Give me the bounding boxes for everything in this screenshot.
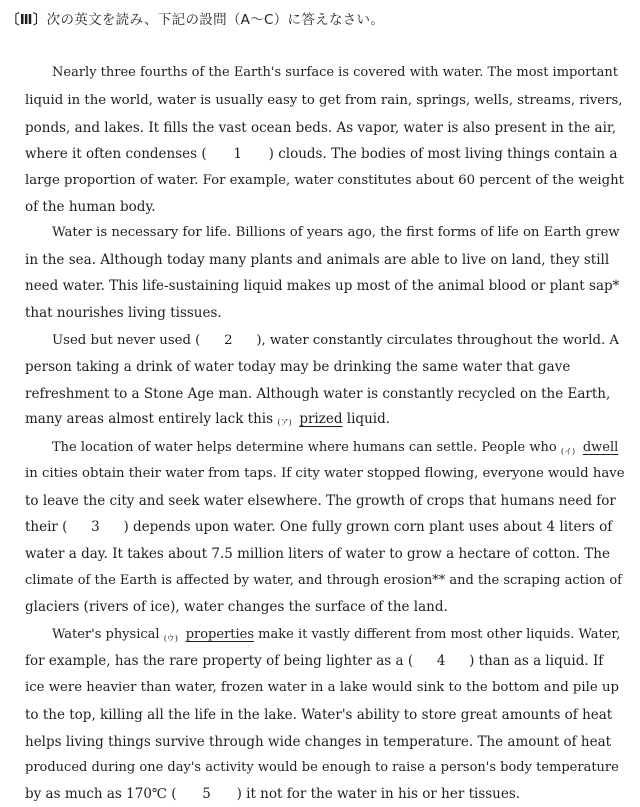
label-a: (ア) <box>277 418 292 427</box>
text-line: in cities obtain their water from taps. If city water stopped flowing, everyone would have <box>25 466 625 481</box>
text-line: where it often condenses ( 1 ) clouds. The bodies of most living things contain a <box>25 146 618 162</box>
blank-3[interactable]: 3 <box>91 519 100 535</box>
text-line: person taking a drink of water today may be drinking the same water that gave <box>25 359 571 375</box>
text-line: water a day. It takes about 7.5 million liters of water to grow a hectare of cotton. The <box>25 546 610 562</box>
text-line: to leave the city and seek water elsewhere. The growth of crops that humans need for <box>25 493 616 509</box>
section-number: 〔Ⅲ〕 <box>6 12 47 28</box>
text-line: glaciers (rivers of ice), water changes the surface of the land. <box>25 599 448 615</box>
text-line: that nourishes living tissues. <box>25 305 222 321</box>
label-b: (イ) <box>560 447 576 456</box>
text-line: Nearly three fourths of the Earth's surface is covered with water. The most important <box>52 65 618 80</box>
text-line: in the sea. Although today many plants and animals are able to live on land, they still <box>25 252 610 268</box>
instruction-text: 次の英文を読み、下記の設問（A～C）に答えなさい。 <box>46 12 385 28</box>
text-line: to the top, killing all the life in the lake. Water's ability to store great amounts of heat <box>25 707 613 723</box>
text-line: their ( 3 ) depends upon water. One fully grown corn plant uses about 4 liters of <box>25 519 613 535</box>
text-line: produced during one day's activity would be enough to raise a person's body temperature <box>25 760 619 775</box>
text-line: large proportion of water. For example, water constitutes about 60 percent of the weight <box>25 173 624 188</box>
label-c: (ウ) <box>163 634 178 643</box>
text-line: ice were heavier than water, frozen water in a lake would sink to the bottom and pile up <box>25 680 619 695</box>
underlined-word-c: (ウ) properties <box>164 626 254 644</box>
question-heading <box>6 8 384 28</box>
text-line: many areas almost entirely lack this (ア) prized liquid. <box>25 410 390 428</box>
blank-1[interactable]: 1 <box>233 146 242 162</box>
text-line: Water's physical (ウ) properties make it vastly different from most other liquids. Water, <box>52 626 620 644</box>
text-line: need water. This life-sustaining liquid makes up most of the animal blood or plant sap* <box>25 278 620 294</box>
blank-4[interactable]: 4 <box>436 653 446 669</box>
text-line: refreshment to a Stone Age man. Although water is constantly recycled on the Earth, <box>25 386 611 402</box>
blank-5[interactable]: 5 <box>202 786 211 802</box>
text-line: Used but never used ( 2 ), water constantly circulates throughout the world. A <box>52 333 619 348</box>
underlined-word-b: (イ) dwell <box>561 439 618 457</box>
text-line: by as much as 170℃ ( 5 ) it not for the water in his or her tissues. <box>25 786 521 802</box>
blank-2[interactable]: 2 <box>224 333 233 348</box>
text-line: of the human body. <box>25 199 156 215</box>
text-line: helps living things survive through wide changes in temperature. The amount of heat <box>25 734 612 750</box>
underlined-word-a: (ア) prized <box>277 410 342 428</box>
text-line: climate of the Earth is affected by water, and through erosion** and the scraping action of <box>25 573 622 588</box>
text-line: liquid in the world, water is usually easy to get from rain, springs, wells, streams, rivers, <box>25 93 623 108</box>
text-line: ponds, and lakes. It fills the vast ocean beds. As vapor, water is also present in the air, <box>25 120 617 136</box>
text-line: for example, has the rare property of being lighter as a ( 4 ) than as a liquid. If <box>25 653 604 669</box>
text-line: Water is necessary for life. Billions of years ago, the first forms of life on Earth grew <box>52 225 620 240</box>
text-line: The location of water helps determine where humans can settle. People who (イ) dwell <box>52 439 618 457</box>
